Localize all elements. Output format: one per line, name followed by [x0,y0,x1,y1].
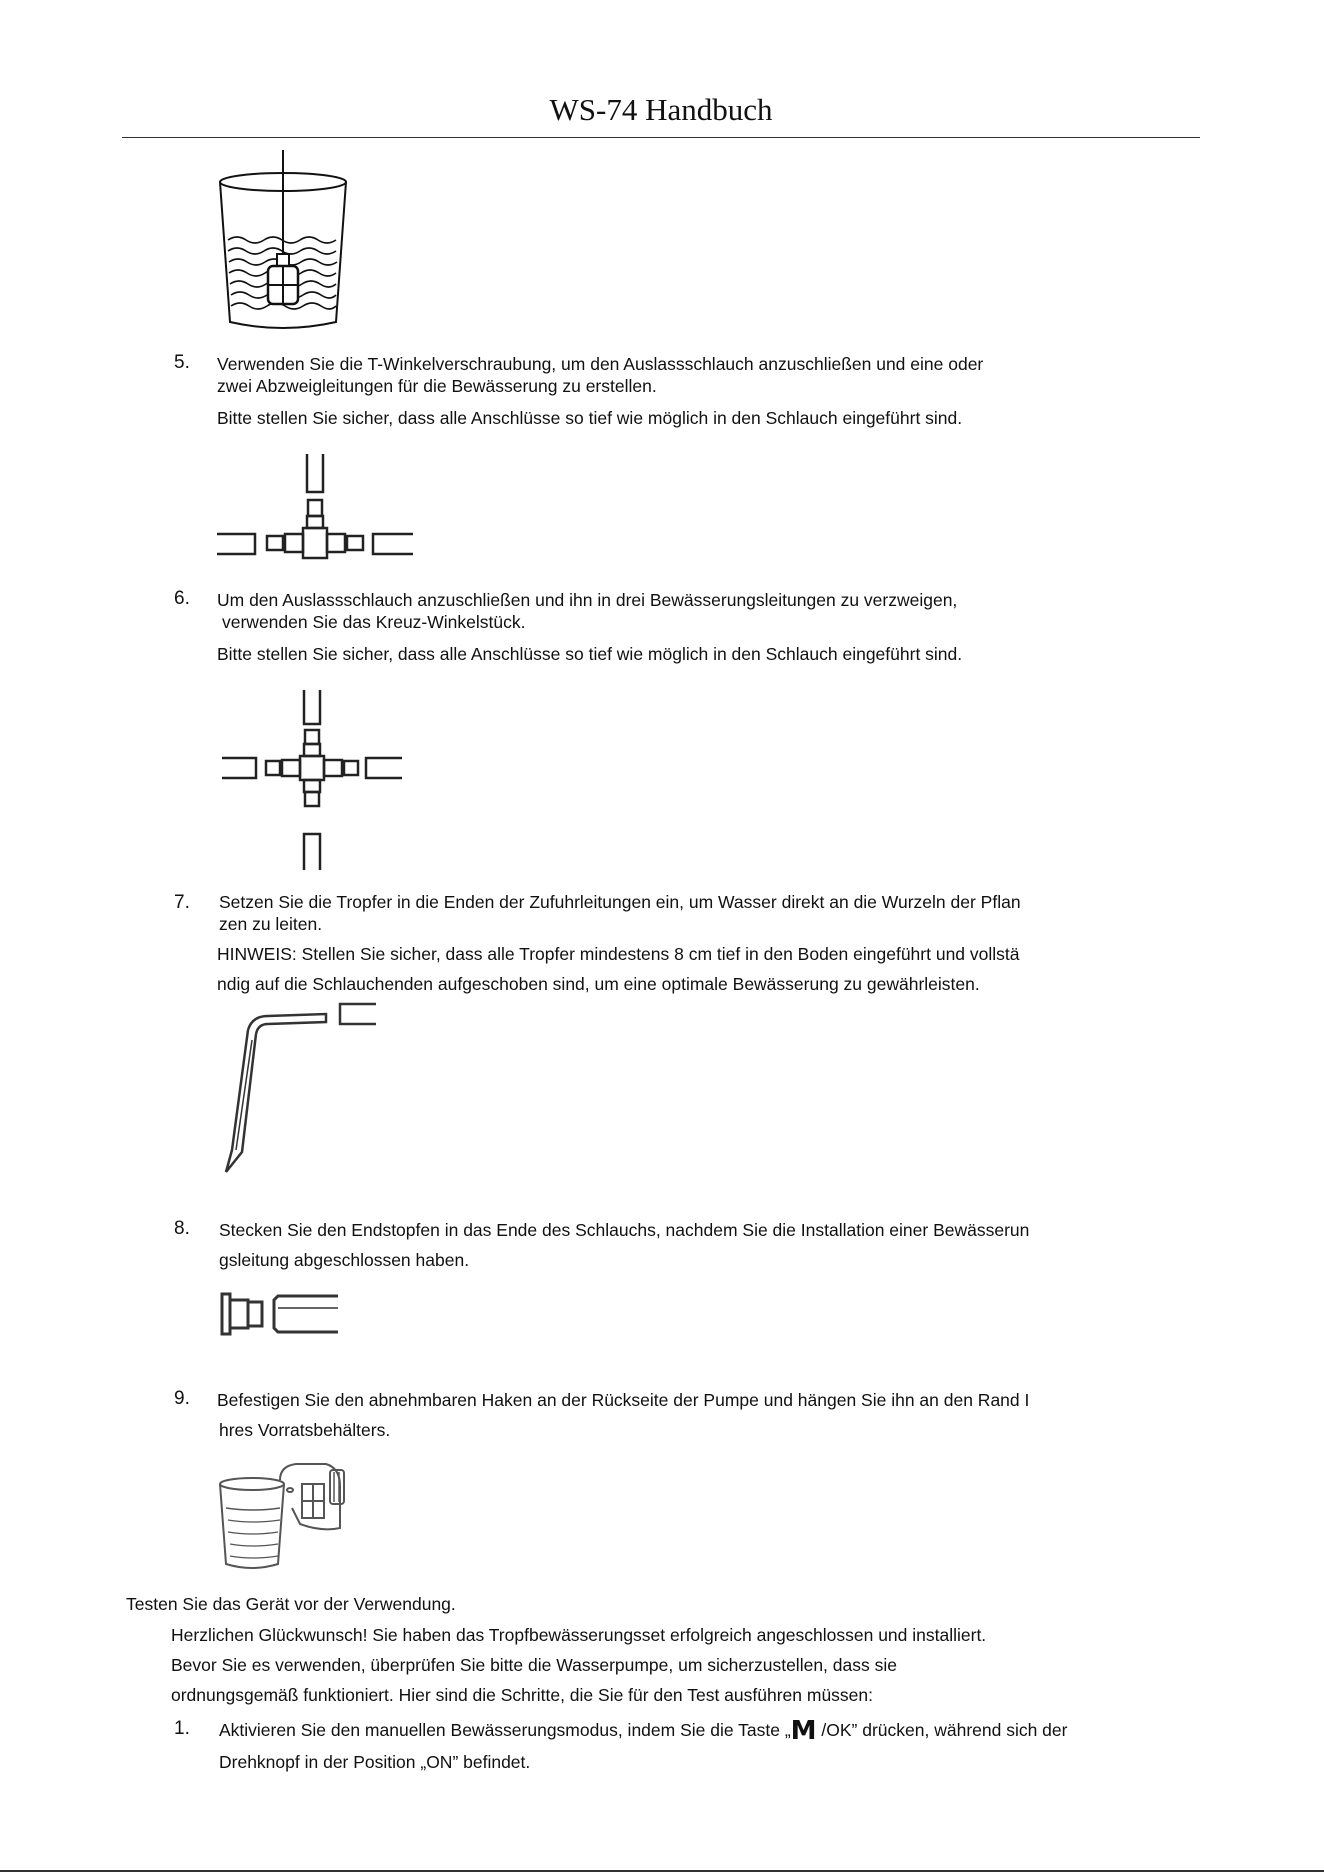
test-paragraph-line-3: ordnungsgemäß funktioniert. Hier sind die Schritte, die Sie für den Test ausführen müssen: [171,1685,873,1705]
header-divider [122,137,1200,138]
step-9-text-line-1: Befestigen Sie den abnehmbaren Haken an der Rückseite der Pumpe und hängen Sie ihn an den Rand I [217,1390,1030,1410]
step-7-hint-line-1: HINWEIS: Stellen Sie sicher, dass alle Tropfer mindestens 8 cm tief in den Boden eingeführt und vollstä [217,944,1020,964]
t-connector-icon [215,452,415,570]
step-9-text-line-2: hres Vorratsbehälters. [219,1420,391,1440]
step-7-text-line-2: zen zu leiten. [219,914,323,934]
step-6-note: Bitte stellen Sie sicher, dass alle Anschlüsse so tief wie möglich in den Schlauch eingeführt sind. [217,644,963,664]
step-8-text-line-2: gsleitung abgeschlossen haben. [219,1250,470,1270]
step-7-hint-line-2: ndig auf die Schlauchenden aufgeschoben sind, um eine optimale Bewässerung zu gewährleisten. [217,974,980,994]
step-5-number: 5. [174,352,190,373]
step-6-number: 6. [174,588,190,609]
cup-with-submerged-pump-icon [218,150,352,332]
step-6-text-line-2: verwenden Sie das Kreuz-Winkelstück. [222,612,526,632]
end-plug-icon [218,1288,342,1340]
step-8-text-line-1: Stecken Sie den Endstopfen in das Ende des Schlauchs, nachdem Sie die Installation einer Bewässerun [219,1220,1030,1240]
dripper-stake-icon [218,1000,378,1176]
test-paragraph-line-1: Herzlichen Glückwunsch! Sie haben das Tropfbewässerungsset erfolgreich angeschlossen und installiert. [171,1625,987,1645]
test-step-1-text-before: Aktivieren Sie den manuellen Bewässerungsmodus, indem Sie die Taste „ [219,1720,791,1740]
test-step-1-text-after: /OK” drücken, während sich der [816,1720,1068,1740]
manual-watering-button-icon: M [790,1716,817,1746]
test-step-1-number: 1. [174,1718,190,1739]
test-paragraph-line-2: Bevor Sie es verwenden, überprüfen Sie bitte die Wasserpumpe, um sicherzustellen, dass sie [171,1655,897,1675]
test-heading: Testen Sie das Gerät vor der Verwendung. [126,1594,456,1614]
cross-connector-icon [220,688,404,872]
test-step-1-text-line-1 [219,1716,1068,1746]
step-8-number: 8. [174,1218,190,1239]
step-6-text-line-1: Um den Auslassschlauch anzuschließen und ihn in drei Bewässerungsleitungen zu verzweigen, [217,590,958,610]
step-5-note: Bitte stellen Sie sicher, dass alle Anschlüsse so tief wie möglich in den Schlauch eingeführt sind. [217,408,963,428]
pump-hook-on-container-icon [218,1460,360,1572]
step-5-text-line-1: Verwenden Sie die T-Winkelverschraubung, um den Auslassschlauch anzuschließen und eine oder [217,354,984,374]
test-step-1-text-line-2: Drehknopf in der Position „ON” befindet. [219,1752,531,1772]
step-5-text-line-2: zwei Abzweigleitungen für die Bewässerung zu erstellen. [217,376,657,396]
step-7-number: 7. [174,892,190,913]
page-header-title: WS-74 Handbuch [549,92,773,127]
step-7-text-line-1: Setzen Sie die Tropfer in die Enden der Zufuhrleitungen ein, um Wasser direkt an die Wurzeln der Pflan [219,892,1021,912]
step-9-number: 9. [174,1388,190,1409]
